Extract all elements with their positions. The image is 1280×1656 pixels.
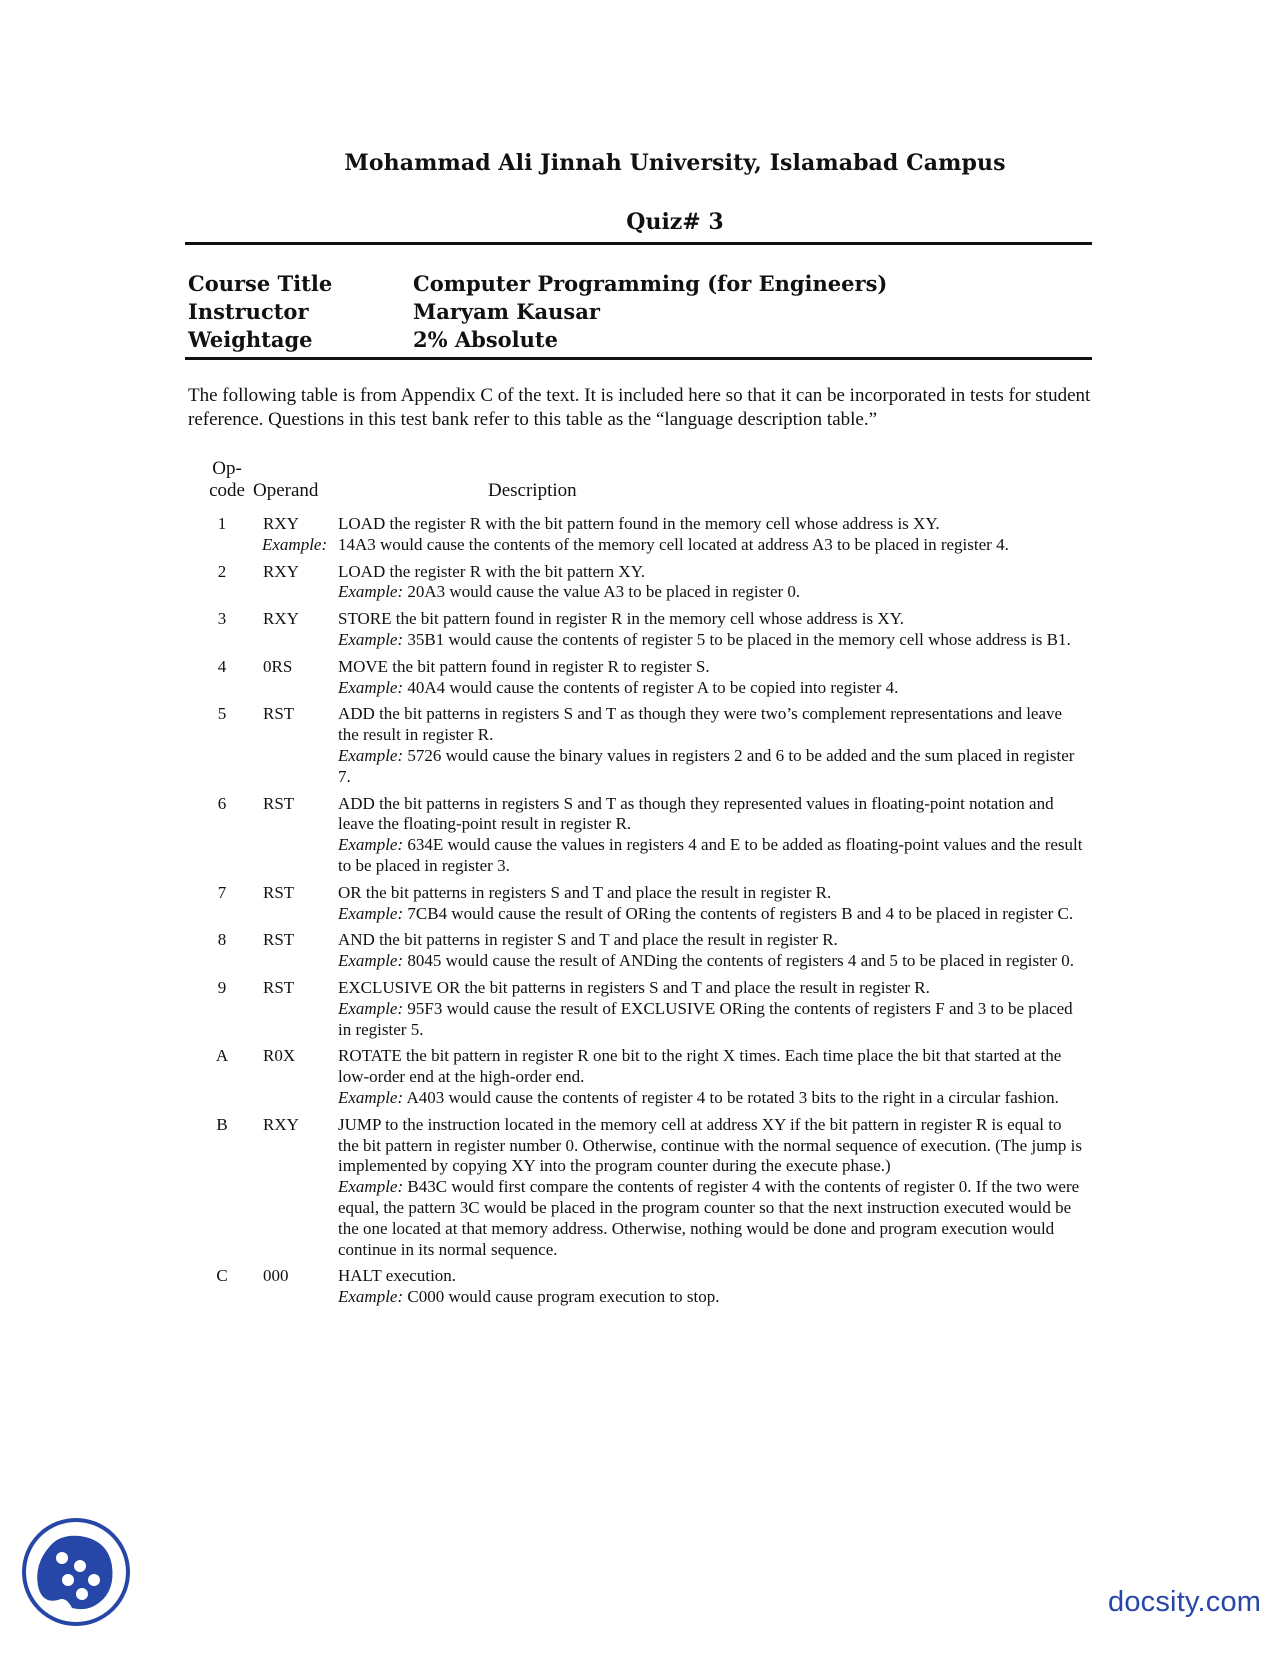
description-text: ADD the bit patterns in registers S and T as though they were two’s complement representations and leave the result in register R. [338,704,1063,745]
example-label: Example: [338,998,404,1018]
example-value: 20A3 would cause the value A3 to be placed in register 0. [407,582,801,602]
example-text [338,630,1083,651]
example-value: B43C would first compare the contents of register 4 with the contents of register 0. If the two were equal, the pattern 3C would be placed in the program counter so that the next instruction executed would be the one located at that memory address. Otherwise, nothing would be done and program execution would continue in its normal sequence. [338,1177,1080,1259]
example-text [338,904,1083,925]
description-cell [338,1115,1083,1261]
table-row [0,514,1280,556]
example-text [262,534,1083,556]
opcode-header [195,458,259,502]
description-text: EXCLUSIVE OR the bit patterns in registers S and T and place the result in register R. [338,977,930,997]
opcode-cell: 2 [217,561,227,581]
example-text [338,835,1083,877]
example-label: Example: [338,677,404,697]
example-value: C000 would cause program execution to stop. [407,1287,720,1307]
description-cell [338,930,1083,972]
description-cell [338,657,1083,699]
instruction-table [0,514,1280,1314]
operand-cell: RXY [263,609,299,629]
table-row [0,978,1280,1040]
opcode-cell: 5 [217,704,227,724]
operand-cell: RST [263,882,295,902]
opcode-cell: 3 [217,609,227,629]
course-title-value: Computer Programming (for Engineers) [413,271,888,296]
description-text: ADD the bit patterns in registers S and T as though they represented values in floating-point notation and leave the floating-point result in register R. [338,793,1054,834]
opcode-header-line2: code [209,480,245,501]
description-cell [338,704,1083,787]
table-row [0,657,1280,699]
instructor-row [188,299,1068,327]
operand-cell: RXY [263,1114,299,1134]
example-text [338,1088,1083,1109]
operand-cell: RXY [263,561,299,581]
university-title: Mohammad Ali Jinnah University, Islamabad Campus [344,150,1006,176]
table-row [0,1266,1280,1308]
example-value: 634E would cause the values in registers 4 and E to be added as floating-point values and the result to be placed in register 3. [338,835,1083,875]
description-text: STORE the bit pattern found in register R in the memory cell whose address is XY. [338,609,904,629]
course-title-row [188,271,1068,299]
opcode-cell: B [216,1114,228,1134]
example-label: Example: [338,745,404,765]
description-text: HALT execution. [338,1266,457,1286]
example-value: 8045 would cause the result of ANDing the contents of registers 4 and 5 to be placed in register 0. [407,951,1075,971]
bottom-divider [185,357,1092,360]
weightage-row [188,327,1068,355]
weightage-value: 2% Absolute [413,327,558,352]
operand-cell: RXY [263,514,299,533]
opcode-cell: A [215,1046,229,1066]
example-label: Example: [338,951,404,971]
weightage-label: Weightage [188,327,313,352]
operand-cell: 0RS [263,656,293,676]
description-cell [338,978,1083,1040]
description-header: Description [488,480,577,501]
example-label: Example: [338,1287,404,1307]
description-text: LOAD the register R with the bit pattern found in the memory cell whose address is XY. [338,514,940,533]
example-text [338,582,1083,603]
example-value: 5726 would cause the binary values in registers 2 and 6 to be added and the sum placed in register 7. [338,745,1075,786]
example-label: Example: [338,1087,404,1107]
table-row [0,883,1280,925]
docsity-brand-link[interactable]: docsity.com [1108,1586,1262,1618]
course-title-label: Course Title [188,271,333,296]
description-cell [338,794,1083,877]
opcode-cell: 1 [217,514,227,533]
description-cell [338,1266,1083,1308]
example-label: Example: [338,903,404,923]
opcode-cell: 9 [217,977,227,997]
example-label: Example: [338,629,404,649]
table-row [0,609,1280,651]
example-text [338,951,1083,972]
opcode-cell: 4 [217,656,227,676]
top-divider [185,242,1092,245]
table-row [0,1115,1280,1261]
quiz-title: Quiz# 3 [626,209,724,235]
docsity-logo-icon [20,1516,132,1628]
example-label: Example: [338,835,404,855]
opcode-header-line1: Op- [212,458,242,479]
operand-cell: RST [263,793,295,813]
table-row [0,1046,1280,1108]
description-text: LOAD the register R with the bit pattern XY. [338,561,646,581]
example-value: 7CB4 would cause the result of ORing the contents of registers B and 4 to be placed in register C. [407,903,1074,923]
table-row [0,562,1280,604]
example-value: A403 would cause the contents of register 4 to be rotated 3 bits to the right in a circular fashion. [406,1087,1059,1107]
opcode-cell: 8 [217,930,227,950]
table-row [0,704,1280,787]
example-value: 40A4 would cause the contents of register A to be copied into register 4. [407,677,899,697]
operand-cell: RST [263,930,295,950]
example-value: 95F3 would cause the result of EXCLUSIVE ORing the contents of registers F and 3 to be placed in register 5. [338,998,1073,1039]
example-text [338,678,1083,699]
opcode-cell: 7 [217,882,227,902]
table-row [0,930,1280,972]
intro-paragraph: The following table is from Appendix C of the text. It is included here so that it can be incorporated in tests for student reference. Questions in this test bank refer to this table as the “language description table.” [188,385,1091,430]
description-text: OR the bit patterns in registers S and T and place the result in register R. [338,882,832,902]
description-text: ROTATE the bit pattern in register R one bit to the right X times. Each time place the bit that started at the low-order end at the high-order end. [338,1046,1062,1087]
example-text [338,1287,1083,1308]
instructor-label: Instructor [188,299,309,324]
description-text: AND the bit patterns in register S and T and place the result in register R. [338,930,838,950]
example-text [338,1177,1083,1260]
example-text [338,746,1083,788]
instructor-value: Maryam Kausar [413,299,600,324]
example-value: 14A3 would cause the contents of the memory cell located at address A3 to be placed in register 4. [338,534,1009,554]
description-text: MOVE the bit pattern found in register R to register S. [338,656,710,676]
opcode-cell: C [216,1266,228,1286]
operand-cell: RST [263,977,295,997]
operand-cell: RST [263,704,295,724]
description-cell [338,883,1083,925]
operand-header: Operand [253,480,319,501]
description-cell [338,562,1083,604]
example-label: Example: [338,582,404,602]
opcode-cell: 6 [217,793,227,813]
example-value: 35B1 would cause the contents of register 5 to be placed in the memory cell whose address is B1. [407,629,1071,649]
description-text: JUMP to the instruction located in the memory cell at address XY if the bit pattern in register R is equal to the bit pattern in register number 0. Otherwise, continue with the normal sequence of execution. (The jump is implemented by copying XY into the program counter during the execute phase.) [338,1114,1083,1176]
operand-cell: 000 [263,1266,289,1286]
course-info [188,271,1068,355]
description-cell [338,609,1083,651]
example-label: Example: [338,1177,404,1197]
table-row [0,794,1280,877]
example-text [338,999,1083,1041]
operand-cell: R0X [263,1046,296,1066]
example-label: Example: [262,534,328,554]
description-cell [338,1046,1083,1108]
